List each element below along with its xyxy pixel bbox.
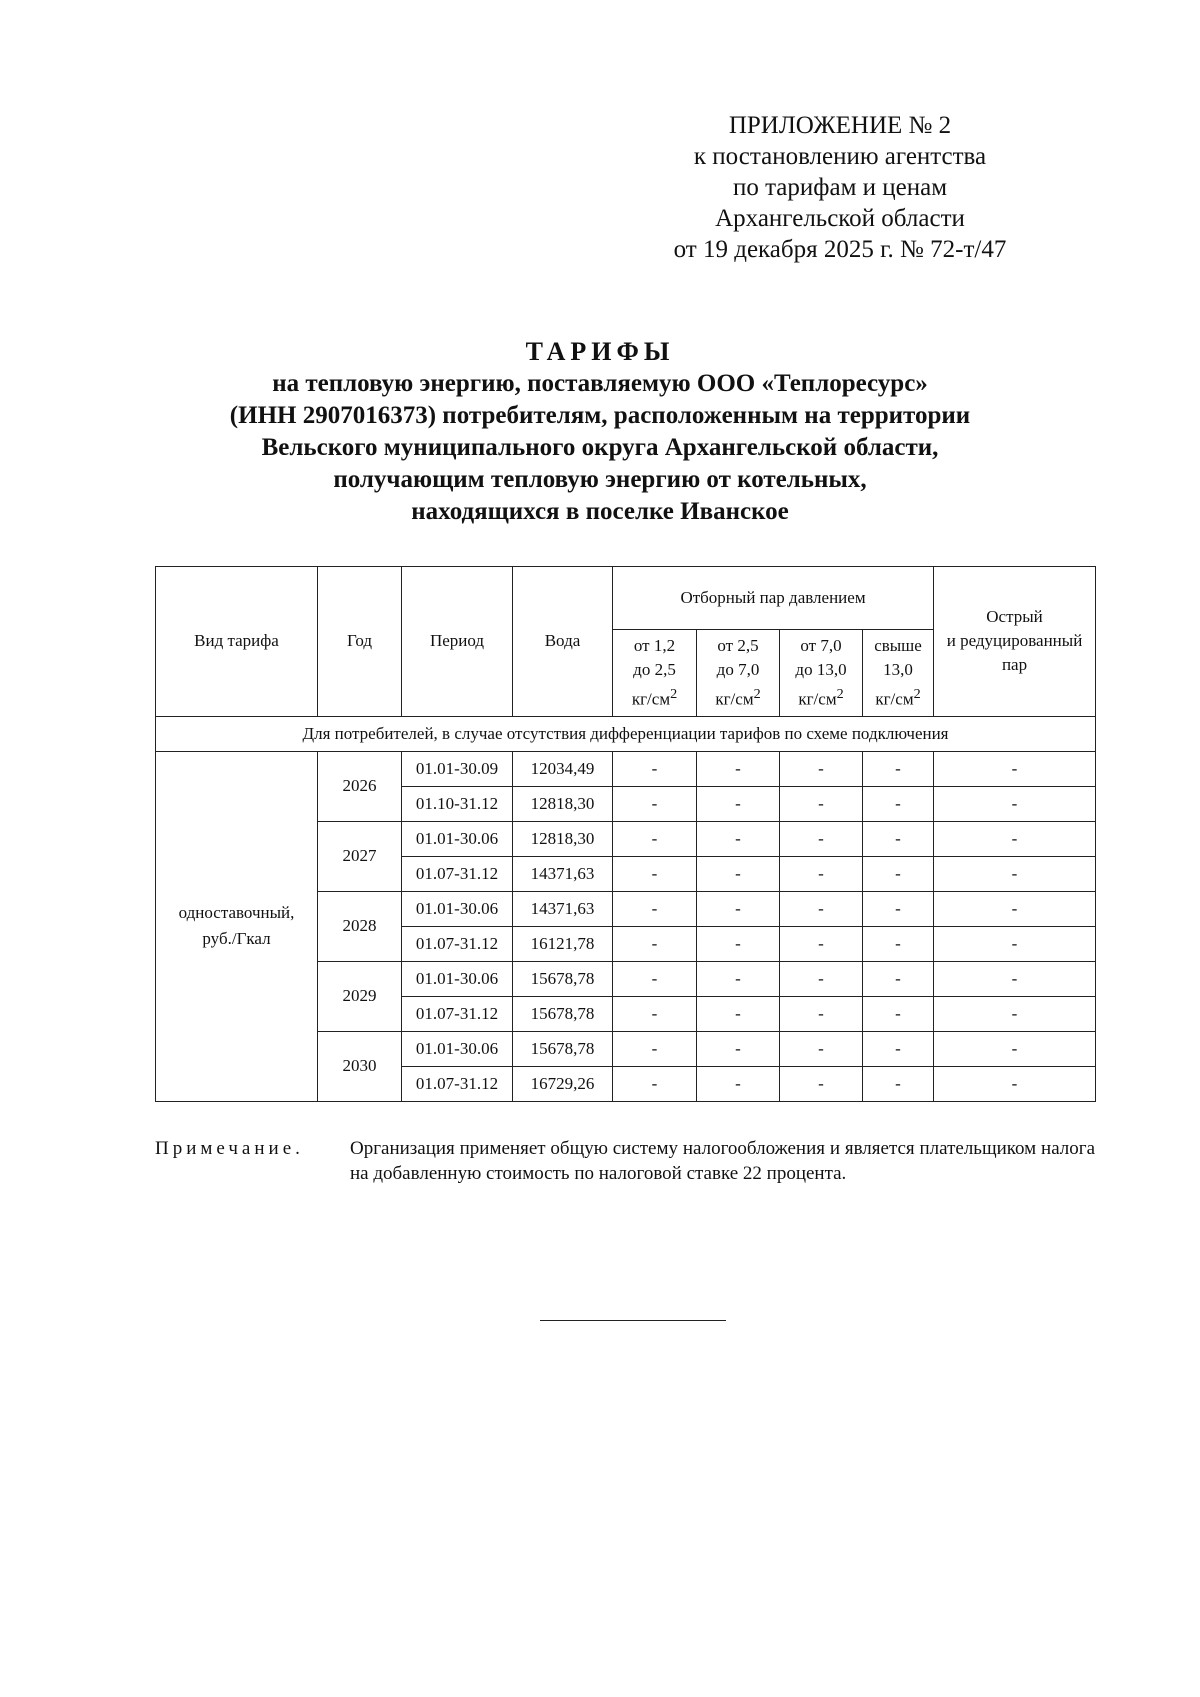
cell-period: 01.07-31.12 [402, 1066, 513, 1101]
note-label: Примечание. [155, 1138, 304, 1159]
header-steam-1-l2: до 2,5 [633, 660, 676, 679]
year-cell: 2030 [318, 1031, 402, 1101]
cell-period: 01.07-31.12 [402, 856, 513, 891]
annex-line-3: по тарифам и ценам [732, 174, 948, 201]
title-line-2: (ИНН 2907016373) потребителям, расположенным на территории [229, 402, 971, 429]
cell-period: 01.07-31.12 [402, 926, 513, 961]
section-title: Для потребителей, в случае отсутствия дифференциации тарифов по схеме подключения [156, 716, 1096, 751]
cell-water: 14371,63 [513, 856, 613, 891]
cell-acute: - [934, 751, 1096, 786]
year-cell: 2026 [318, 751, 402, 821]
cell-s3: - [780, 821, 863, 856]
cell-s4: - [863, 786, 934, 821]
header-tariff-kind: Вид тарифа [156, 567, 318, 717]
cell-s2: - [697, 961, 780, 996]
cell-s1: - [613, 751, 697, 786]
header-steam-1-l1: от 1,2 [633, 636, 676, 655]
cell-water: 16121,78 [513, 926, 613, 961]
cell-period: 01.07-31.12 [402, 996, 513, 1031]
header-year: Год [318, 567, 402, 717]
cell-s1: - [613, 1031, 697, 1066]
annex-date-number: от 19 декабря 2025 г. № 72-т/47 [673, 236, 1007, 263]
tariff-kind-l1: одноставочный, [178, 903, 295, 923]
cell-s1: - [613, 926, 697, 961]
cell-s4: - [863, 1066, 934, 1101]
cell-period: 01.01-30.06 [402, 821, 513, 856]
header-steam-4-unit: $кг/см^2$ [875, 686, 921, 709]
header-steam-2 [697, 630, 780, 717]
cell-acute: - [934, 996, 1096, 1031]
tariff-kind-cell [156, 751, 318, 1101]
header-steam-3-l1: от 7,0 [800, 636, 842, 655]
header-acute-l2: и редуцированный [946, 631, 1083, 651]
cell-s2: - [697, 926, 780, 961]
cell-s4: - [863, 821, 934, 856]
cell-water: 15678,78 [513, 961, 613, 996]
cell-s1: - [613, 786, 697, 821]
cell-s3: - [780, 856, 863, 891]
cell-acute: - [934, 891, 1096, 926]
title-line-3: Вельского муниципального округа Архангельской области, [261, 434, 939, 461]
cell-s2: - [697, 856, 780, 891]
cell-s1: - [613, 821, 697, 856]
cell-water: 15678,78 [513, 996, 613, 1031]
year-cell: 2028 [318, 891, 402, 961]
cell-s1: - [613, 996, 697, 1031]
cell-s3: - [780, 1031, 863, 1066]
tariff-kind-l2: руб./Гкал [202, 929, 271, 949]
header-acute-l3: пар [1001, 655, 1028, 675]
cell-acute: - [934, 1066, 1096, 1101]
header-steam-3 [780, 630, 863, 717]
cell-water: 12818,30 [513, 821, 613, 856]
cell-s3: - [780, 996, 863, 1031]
note-text: Организация применяет общую систему налогообложения и является плательщиком налога на добавленную стоимость по налоговой ставке 22 процента. [350, 1138, 1095, 1184]
cell-s1: - [613, 891, 697, 926]
cell-s4: - [863, 751, 934, 786]
cell-s2: - [697, 891, 780, 926]
cell-s4: - [863, 891, 934, 926]
header-steam-2-l2: до 7,0 [716, 660, 760, 679]
cell-s4: - [863, 1031, 934, 1066]
cell-period: 01.10-31.12 [402, 786, 513, 821]
cell-acute: - [934, 821, 1096, 856]
annex-number: ПРИЛОЖЕНИЕ № 2 [728, 112, 952, 139]
cell-s3: - [780, 961, 863, 996]
cell-s4: - [863, 926, 934, 961]
header-steam-3-l2: до 13,0 [795, 660, 847, 679]
header-steam-2-l1: от 2,5 [717, 636, 759, 655]
title-main: ТАРИФЫ [525, 337, 675, 366]
header-acute-steam [934, 567, 1096, 717]
cell-s3: - [780, 926, 863, 961]
year-cell: 2029 [318, 961, 402, 1031]
header-period: Период [402, 567, 513, 717]
cell-s2: - [697, 821, 780, 856]
header-water: Вода [513, 567, 613, 717]
cell-period: 01.01-30.06 [402, 891, 513, 926]
cell-acute: - [934, 786, 1096, 821]
cell-acute: - [934, 926, 1096, 961]
cell-s4: - [863, 961, 934, 996]
cell-acute: - [934, 856, 1096, 891]
cell-acute: - [934, 1031, 1096, 1066]
header-steam-4-l1: свыше [874, 636, 922, 655]
cell-s2: - [697, 786, 780, 821]
cell-s2: - [697, 751, 780, 786]
tariff-body [156, 716, 1096, 1101]
header-steam-2-unit: $кг/см^2$ [715, 686, 761, 709]
header-steam-1-unit: $кг/см^2$ [631, 686, 678, 709]
annex-line-4: Архангельской области [715, 205, 965, 232]
annex-line-2: к постановлению агентства [693, 143, 987, 170]
annex-header [640, 110, 1040, 265]
cell-period: 01.01-30.06 [402, 961, 513, 996]
cell-s3: - [780, 891, 863, 926]
cell-s1: - [613, 1066, 697, 1101]
cell-water: 16729,26 [513, 1066, 613, 1101]
cell-water: 12034,49 [513, 751, 613, 786]
cell-s2: - [697, 996, 780, 1031]
cell-water: 14371,63 [513, 891, 613, 926]
table-row [156, 751, 1096, 786]
header-steam-3-unit: $кг/см^2$ [798, 686, 844, 709]
header-steam-group: Отборный пар давлением [613, 567, 934, 630]
cell-s4: - [863, 856, 934, 891]
title-line-4: получающим тепловую энергию от котельных, [333, 466, 867, 493]
header-acute-l1: Острый [986, 607, 1043, 627]
cell-water: 15678,78 [513, 1031, 613, 1066]
cell-period: 01.01-30.06 [402, 1031, 513, 1066]
cell-s1: - [613, 856, 697, 891]
year-cell: 2027 [318, 821, 402, 891]
cell-s4: - [863, 996, 934, 1031]
title-line-5: находящихся в поселке Иванское [411, 498, 789, 525]
cell-s3: - [780, 786, 863, 821]
cell-s1: - [613, 961, 697, 996]
closing-rule [540, 1320, 726, 1321]
title-line-1: на тепловую энергию, поставляемую ООО «Теплоресурс» [272, 370, 928, 397]
cell-period: 01.01-30.09 [402, 751, 513, 786]
header-steam-4 [863, 630, 934, 717]
cell-s2: - [697, 1066, 780, 1101]
cell-s2: - [697, 1031, 780, 1066]
header-steam-4-l2: 13,0 [883, 660, 913, 679]
cell-s3: - [780, 1066, 863, 1101]
tariff-table [155, 566, 1096, 1102]
header-steam-1 [613, 630, 697, 717]
document-title [150, 336, 1050, 528]
cell-water: 12818,30 [513, 786, 613, 821]
cell-s3: - [780, 751, 863, 786]
cell-acute: - [934, 961, 1096, 996]
